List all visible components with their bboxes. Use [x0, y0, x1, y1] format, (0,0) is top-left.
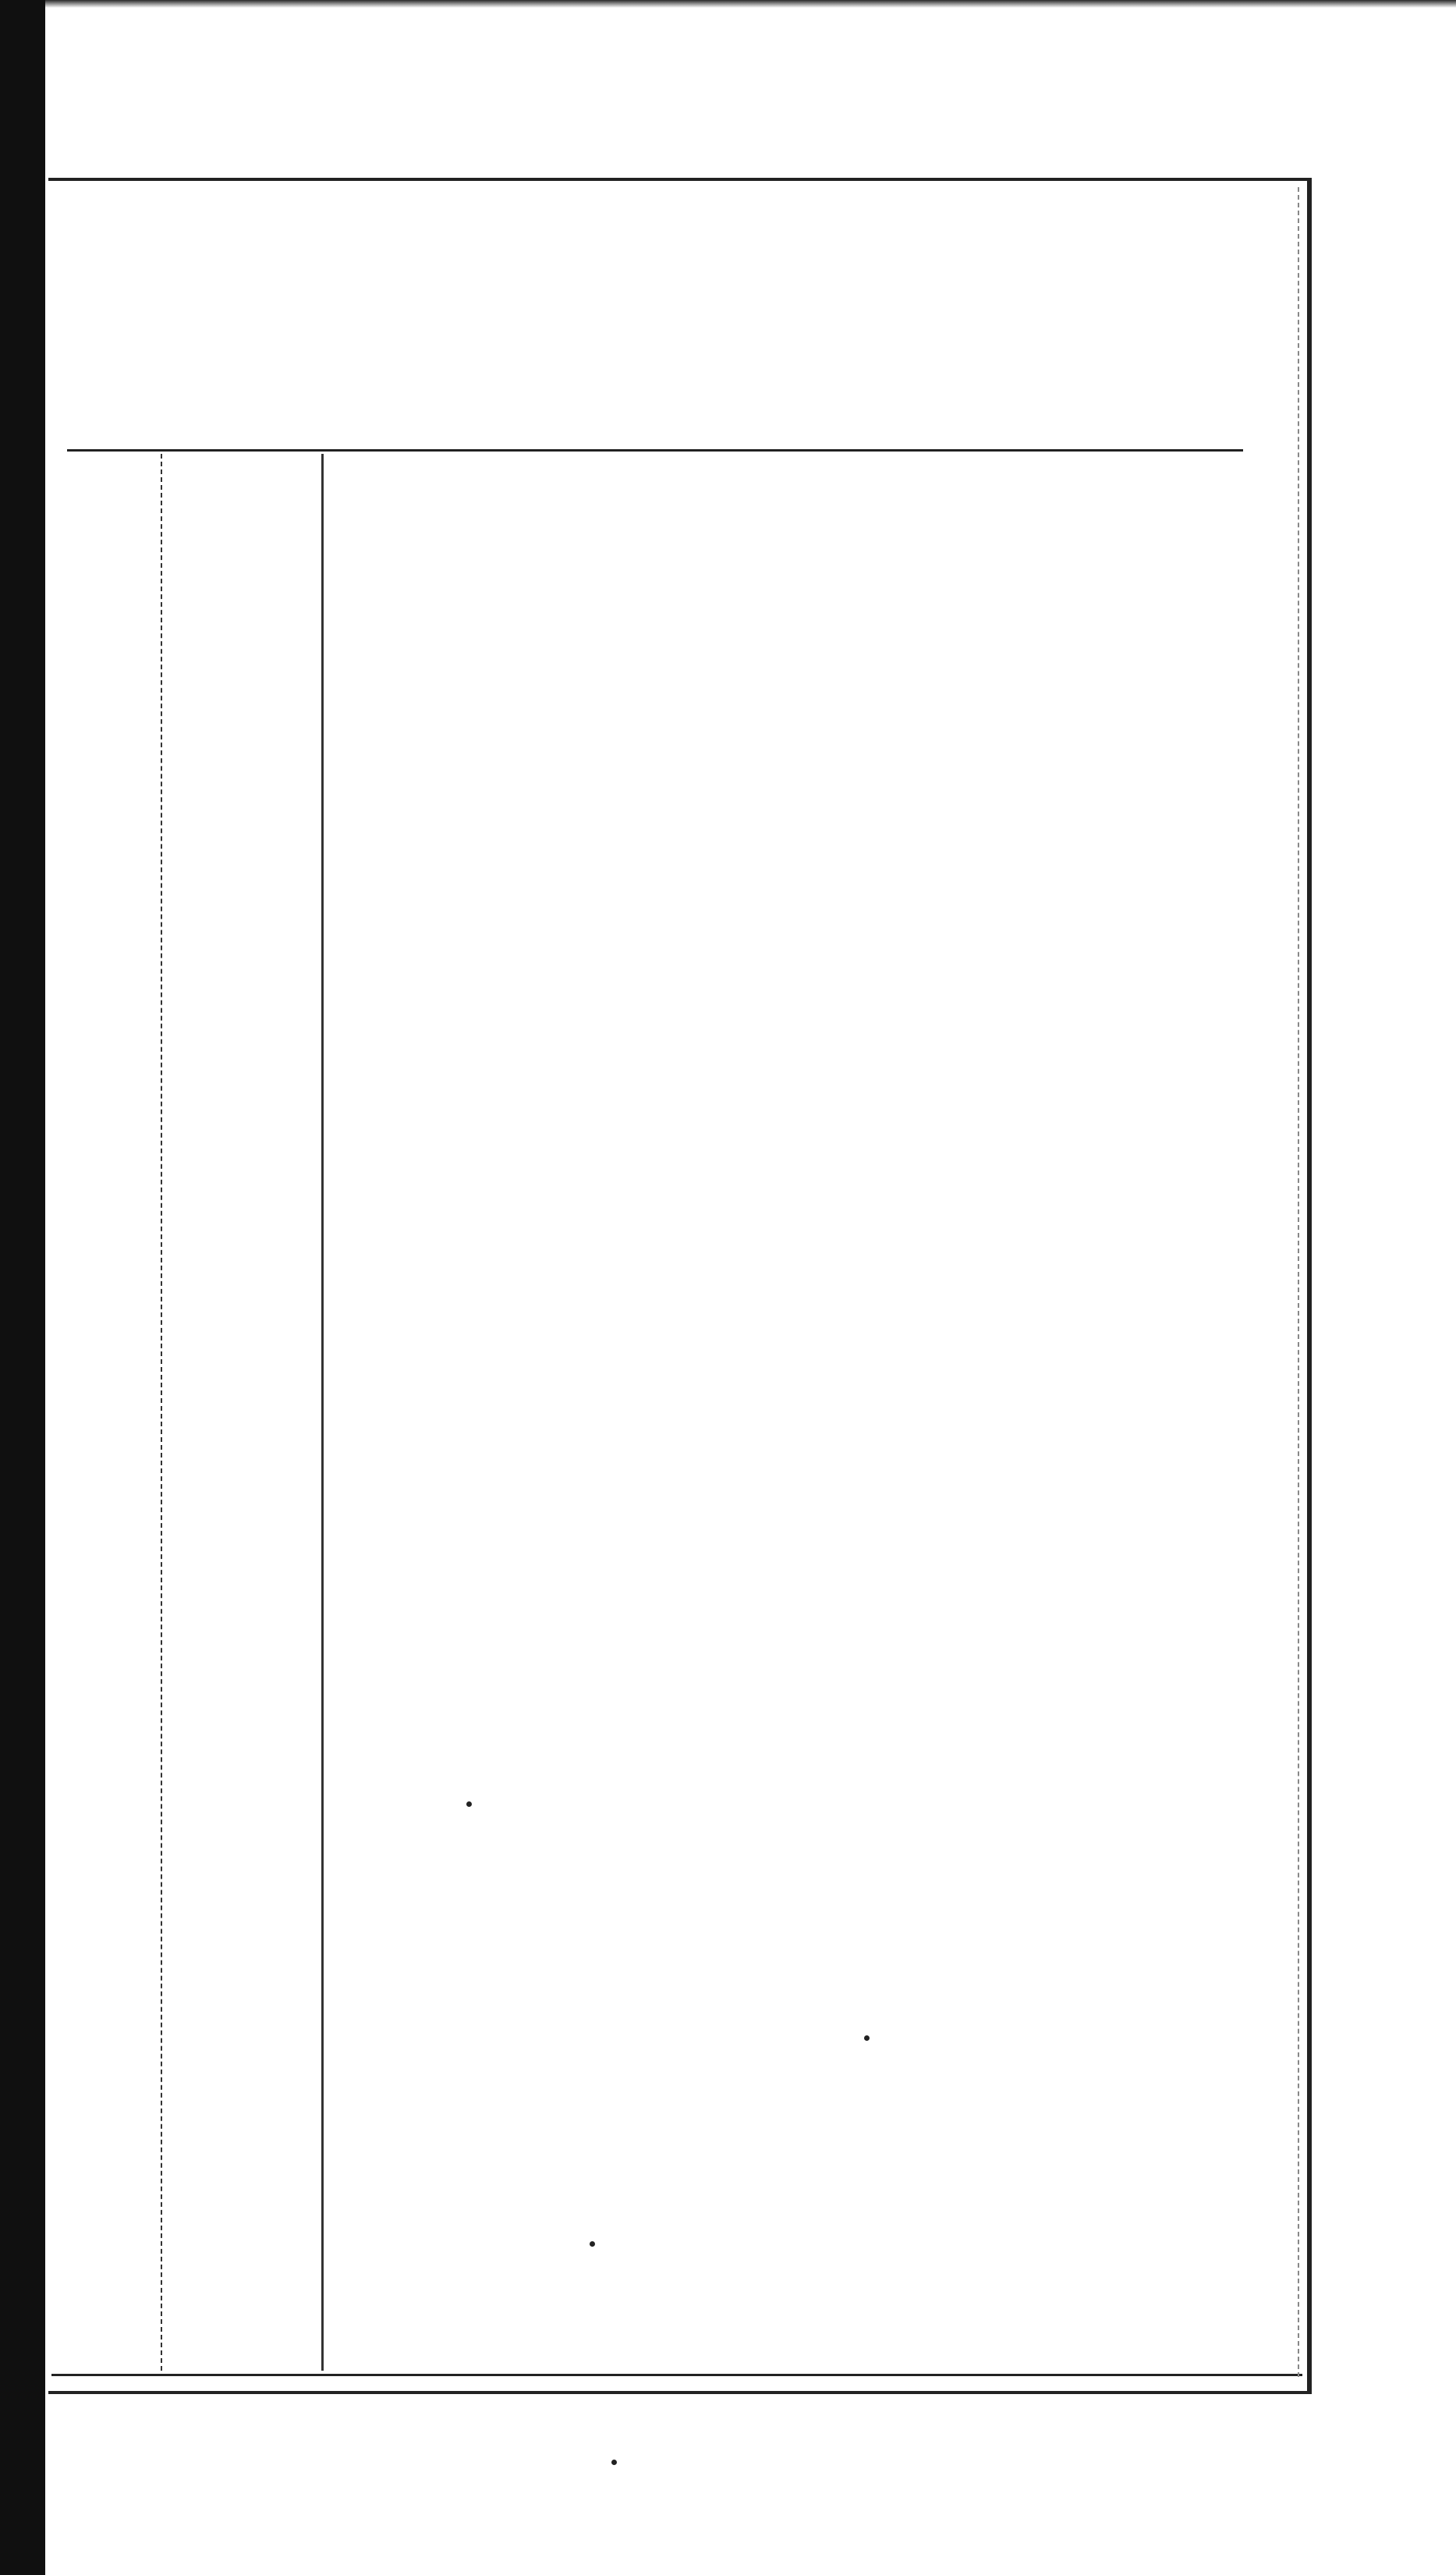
scan-border [0, 0, 45, 2575]
scan-border-top [45, 0, 1456, 8]
ink-speck [611, 2460, 617, 2465]
ink-speck [864, 2035, 870, 2041]
page-frame [48, 178, 1312, 2394]
frame-bottom-rule [51, 2374, 1302, 2376]
header-rule [67, 449, 1243, 452]
ink-speck [466, 1801, 472, 1807]
weekday-column-divider [321, 454, 324, 2371]
frame-right-rule [1298, 187, 1299, 2377]
date-column-divider [161, 454, 162, 2371]
ink-speck [590, 2241, 595, 2247]
